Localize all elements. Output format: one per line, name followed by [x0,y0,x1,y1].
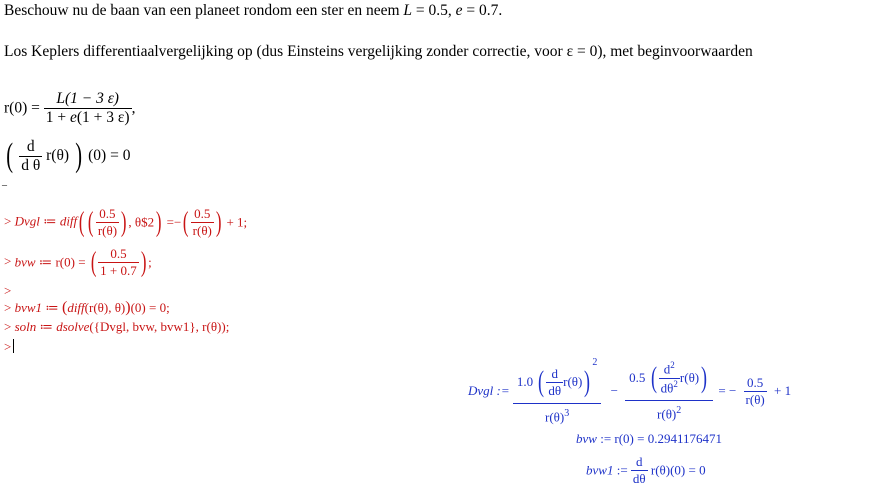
cursor-mark: _ [2,176,7,187]
initial-condition-r0: r(0) = $\frac{L(1 - 3 \varepsilon)}{1 + e(1 + 3 \varepsilon)}$ , [4,90,136,126]
input-line-dvgl[interactable]: > Dvgl ≔ diff( ( $\frac{0.5}{r(\theta)}$ ) , θ$2) =−( $\frac{0.5}{r(\theta)}$ ) + 1; [4,206,248,238]
instruction-text: Los Keplers differentiaalvergelijking op (dus Einsteins vergelijking zonder correctie, voor ε = 0), met beginvoorwaarden [4,43,753,60]
prompt-symbol: > [4,300,12,315]
input-line-bvw1[interactable]: > bvw1 ≔ (diff(r(θ), θ))(0) = 0; [4,299,170,316]
output-bvw: bvw := r(0) = 0.2941176471 [576,431,722,446]
initial-condition-derivative: ( $\frac{d}{\text{d θ}}$ r(θ) ) (0) = 0 [6,137,131,174]
input-line-bvw[interactable]: > bvw ≔ r(0) = ( $\frac{0.5}{1 + 0.7}$ ) ; [4,246,152,278]
output-term2: 0.5 ( $\frac{d^2}{d\theta^2}$ r(θ)) $r(\theta)^2$ [627,360,711,422]
input-line-soln[interactable]: > soln ≔ dsolve({Dvgl, bvw, bvw1}, r(θ)); [4,319,230,334]
active-input-line[interactable] [4,339,14,355]
output-term1: 1.0 ( $\frac{d}{d\theta}$ r(θ))$^2$ $r(\theta)^3$ [515,357,599,425]
intro-text: Beschouw nu de baan van een planeet rondom een ster en neem L = 0.5, e = 0.7. [4,2,503,19]
text-cursor [13,339,14,353]
prompt-symbol: > [4,319,12,334]
output-dvgl: Dvgl := 1.0 ( $\frac{d}{d\theta}$ r(θ))$^2$ $r(\theta)^3$ − 0.5 ( $\frac{d^2}{d\theta^2}$ r(θ)) $r(\theta)^2$ = − $\frac{0.5}{r(\theta)}$ + 1 [468,357,792,425]
empty-prompt[interactable]: > [4,283,12,298]
ic-fraction: $\frac{L(1 - 3 \varepsilon)}{1 + e(1 + 3 \varepsilon)}$ [45,90,130,126]
output-bvw1: bvw1 := $\frac{d}{d\theta}$ r(θ)(0) = 0 [586,454,706,486]
prompt-symbol: > [4,339,12,354]
prompt-symbol: > [4,213,12,229]
prompt-symbol: > [4,253,12,269]
